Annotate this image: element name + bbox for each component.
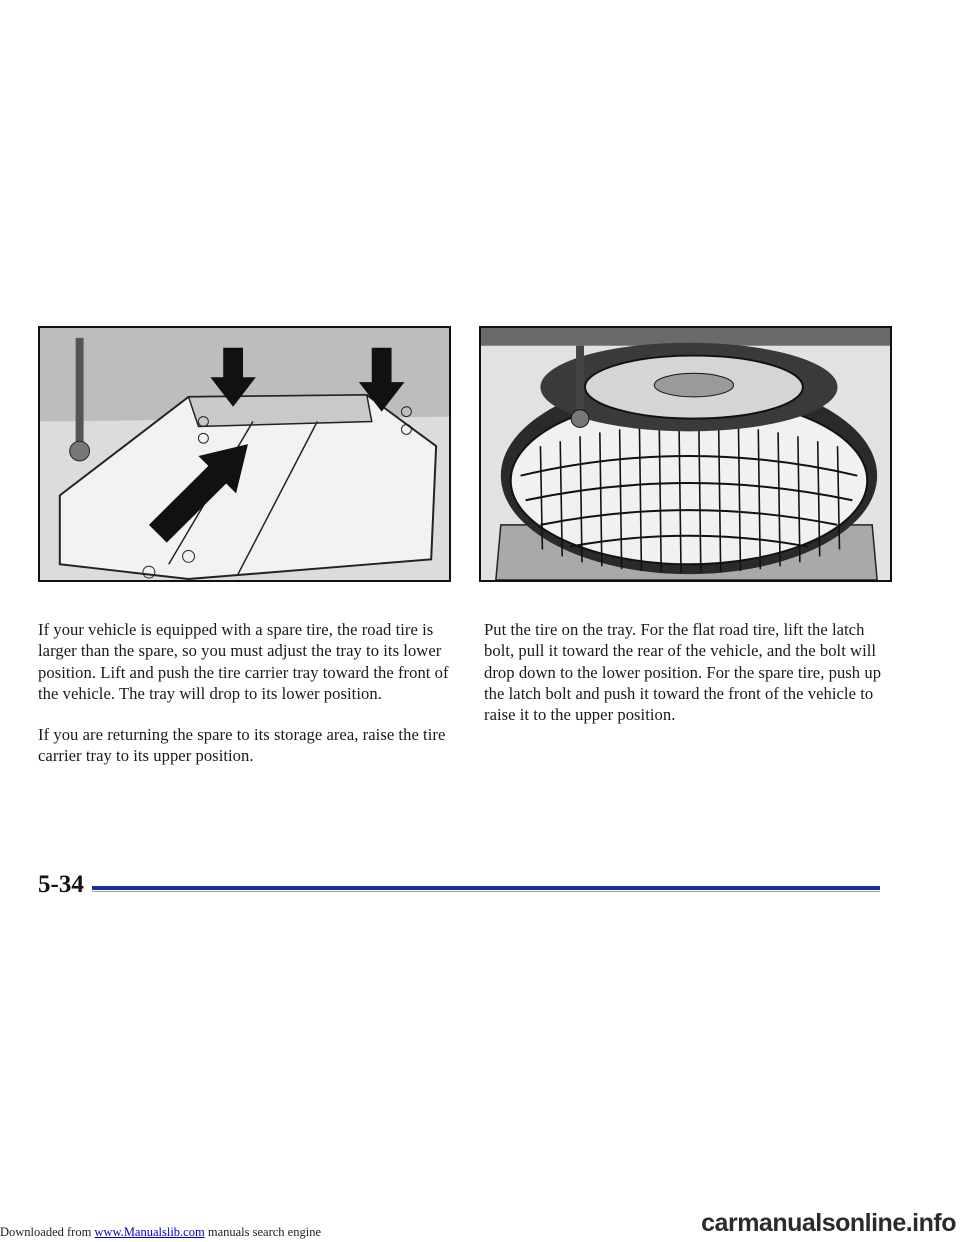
page-rule [92,886,880,890]
download-footer [0,1225,321,1239]
paragraph-lower-tray: If your vehicle is equipped with a spare tire, the road tire is larger than the spare, so you must adjust the tray to its lower position. Lift and push the tire carrier tray toward the front of the vehicle. The tray will drop to its lower position. [38,620,449,703]
paragraph-raise-tray: If you are returning the spare to its storage area, raise the tire carrier tray to its upper position. [38,725,446,766]
footer-prefix: Downloaded from [0,1225,95,1239]
page-number: 5-34 [38,871,84,898]
page-rule-shadow [92,891,880,892]
tire-carrier-tray-illustration [38,326,451,582]
tray-drawing [40,328,449,580]
paragraph-latch-bolt: Put the tire on the tray. For the flat road tire, lift the latch bolt, pull it toward the rear of the vehicle, and the bolt will drop down to the lower position. For the spare tire, push up the latch bolt and push it toward the front of the vehicle to raise it to the upper position. [484,620,882,725]
tire-drawing [481,328,890,580]
footer-suffix: manuals search engine [204,1225,321,1239]
watermark-logo: carmanualsonline.info [701,1209,956,1237]
tire-on-tray-illustration [479,326,892,582]
manualslib-link[interactable]: www.Manualslib.com [94,1225,205,1239]
